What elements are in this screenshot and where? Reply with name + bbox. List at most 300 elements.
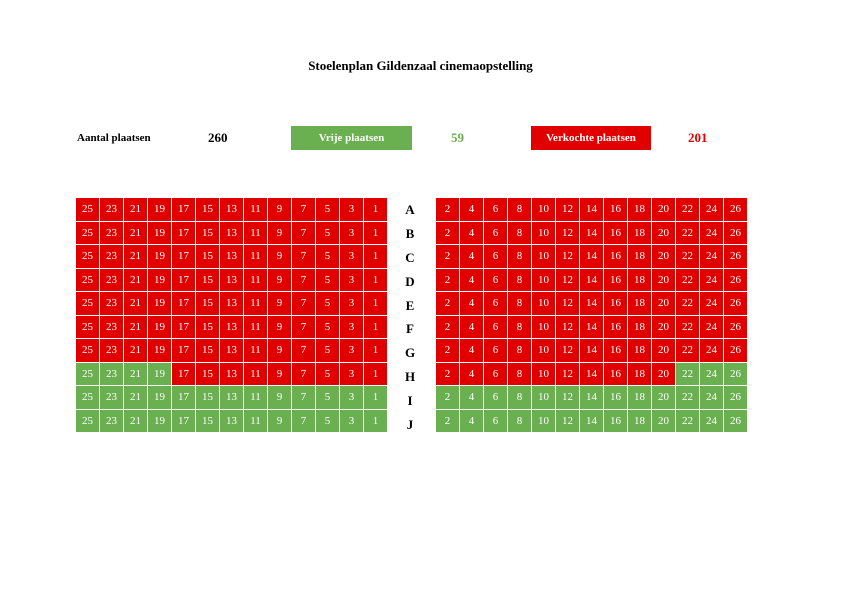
seat-d-2[interactable]: 2 — [436, 268, 460, 292]
seat-a-17[interactable]: 17 — [172, 198, 196, 222]
seat-e-14[interactable]: 14 — [580, 292, 604, 316]
right-seat-row-e — [436, 292, 748, 316]
seat-j-1[interactable]: 1 — [364, 409, 388, 433]
left-seat-row-j — [76, 409, 388, 433]
seat-c-6[interactable]: 6 — [484, 245, 508, 269]
seat-f-12[interactable]: 12 — [556, 315, 580, 339]
seat-g-18[interactable]: 18 — [628, 339, 652, 363]
seat-d-25[interactable]: 25 — [76, 268, 100, 292]
seat-j-25[interactable]: 25 — [76, 409, 100, 433]
seat-j-2[interactable]: 2 — [436, 409, 460, 433]
seat-h-11[interactable]: 11 — [244, 362, 268, 386]
seat-c-11[interactable]: 11 — [244, 245, 268, 269]
free-seats-badge: Vrije plaatsen — [291, 126, 412, 150]
seat-i-4[interactable]: 4 — [460, 386, 484, 410]
seat-g-13[interactable]: 13 — [220, 339, 244, 363]
seat-a-12[interactable]: 12 — [556, 198, 580, 222]
seat-d-1[interactable]: 1 — [364, 268, 388, 292]
seat-b-22[interactable]: 22 — [676, 221, 700, 245]
seat-b-16[interactable]: 16 — [604, 221, 628, 245]
seat-g-5[interactable]: 5 — [316, 339, 340, 363]
seat-d-13[interactable]: 13 — [220, 268, 244, 292]
seat-j-17[interactable]: 17 — [172, 409, 196, 433]
seat-c-14[interactable]: 14 — [580, 245, 604, 269]
seat-h-8[interactable]: 8 — [508, 362, 532, 386]
row-label-b: B — [405, 225, 415, 241]
seat-b-25[interactable]: 25 — [76, 221, 100, 245]
seat-c-12[interactable]: 12 — [556, 245, 580, 269]
row-label-g: G — [404, 345, 416, 361]
seat-a-15[interactable]: 15 — [196, 198, 220, 222]
seat-b-4[interactable]: 4 — [460, 221, 484, 245]
seat-h-23[interactable]: 23 — [100, 362, 124, 386]
seat-g-26[interactable]: 26 — [724, 339, 748, 363]
seat-a-14[interactable]: 14 — [580, 198, 604, 222]
seat-j-24[interactable]: 24 — [700, 409, 724, 433]
seat-d-14[interactable]: 14 — [580, 268, 604, 292]
seat-f-1[interactable]: 1 — [364, 315, 388, 339]
seat-f-2[interactable]: 2 — [436, 315, 460, 339]
sold-seats-badge: Verkochte plaatsen — [531, 126, 651, 150]
seat-a-13[interactable]: 13 — [220, 198, 244, 222]
seat-j-15[interactable]: 15 — [196, 409, 220, 433]
seat-i-16[interactable]: 16 — [604, 386, 628, 410]
seat-j-3[interactable]: 3 — [340, 409, 364, 433]
seat-j-18[interactable]: 18 — [628, 409, 652, 433]
seat-h-4[interactable]: 4 — [460, 362, 484, 386]
left-seat-row-c — [76, 245, 388, 269]
seat-g-19[interactable]: 19 — [148, 339, 172, 363]
seat-d-5[interactable]: 5 — [316, 268, 340, 292]
seat-i-2[interactable]: 2 — [436, 386, 460, 410]
seat-e-10[interactable]: 10 — [532, 292, 556, 316]
seat-a-2[interactable]: 2 — [436, 198, 460, 222]
seat-e-22[interactable]: 22 — [676, 292, 700, 316]
seat-d-17[interactable]: 17 — [172, 268, 196, 292]
seat-f-9[interactable]: 9 — [268, 315, 292, 339]
seat-j-5[interactable]: 5 — [316, 409, 340, 433]
left-seat-row-g — [76, 339, 388, 363]
seat-f-8[interactable]: 8 — [508, 315, 532, 339]
row-label-e: E — [405, 297, 415, 313]
seat-f-6[interactable]: 6 — [484, 315, 508, 339]
seat-h-22[interactable]: 22 — [676, 362, 700, 386]
seat-c-9[interactable]: 9 — [268, 245, 292, 269]
seat-j-22[interactable]: 22 — [676, 409, 700, 433]
seat-h-3[interactable]: 3 — [340, 362, 364, 386]
seat-f-21[interactable]: 21 — [124, 315, 148, 339]
seat-b-7[interactable]: 7 — [292, 221, 316, 245]
seat-b-2[interactable]: 2 — [436, 221, 460, 245]
seat-e-11[interactable]: 11 — [244, 292, 268, 316]
seat-h-13[interactable]: 13 — [220, 362, 244, 386]
seat-j-7[interactable]: 7 — [292, 409, 316, 433]
page-title: Stoelenplan Gildenzaal cinemaopstelling — [308, 58, 533, 73]
seat-j-16[interactable]: 16 — [604, 409, 628, 433]
seat-c-2[interactable]: 2 — [436, 245, 460, 269]
seat-e-17[interactable]: 17 — [172, 292, 196, 316]
seat-f-11[interactable]: 11 — [244, 315, 268, 339]
seat-e-20[interactable]: 20 — [652, 292, 676, 316]
row-label-f: F — [406, 321, 414, 337]
seat-f-3[interactable]: 3 — [340, 315, 364, 339]
seat-e-7[interactable]: 7 — [292, 292, 316, 316]
seat-e-19[interactable]: 19 — [148, 292, 172, 316]
seat-b-21[interactable]: 21 — [124, 221, 148, 245]
seat-b-15[interactable]: 15 — [196, 221, 220, 245]
seat-j-10[interactable]: 10 — [532, 409, 556, 433]
seat-j-13[interactable]: 13 — [220, 409, 244, 433]
seat-d-22[interactable]: 22 — [676, 268, 700, 292]
right-seat-row-a — [436, 198, 748, 222]
seat-d-21[interactable]: 21 — [124, 268, 148, 292]
seat-d-24[interactable]: 24 — [700, 268, 724, 292]
seat-i-12[interactable]: 12 — [556, 386, 580, 410]
left-seat-row-a — [76, 198, 388, 222]
right-seat-row-d — [436, 268, 748, 292]
seat-e-18[interactable]: 18 — [628, 292, 652, 316]
seat-b-20[interactable]: 20 — [652, 221, 676, 245]
seat-h-19[interactable]: 19 — [148, 362, 172, 386]
seat-i-14[interactable]: 14 — [580, 386, 604, 410]
free-seats-value: 59 — [451, 130, 464, 145]
seat-g-6[interactable]: 6 — [484, 339, 508, 363]
seat-j-11[interactable]: 11 — [244, 409, 268, 433]
seat-i-6[interactable]: 6 — [484, 386, 508, 410]
seat-g-21[interactable]: 21 — [124, 339, 148, 363]
seat-c-22[interactable]: 22 — [676, 245, 700, 269]
seat-c-7[interactable]: 7 — [292, 245, 316, 269]
seat-a-11[interactable]: 11 — [244, 198, 268, 222]
seat-i-21[interactable]: 21 — [124, 386, 148, 410]
seat-h-9[interactable]: 9 — [268, 362, 292, 386]
seat-b-23[interactable]: 23 — [100, 221, 124, 245]
total-seats-value: 260 — [208, 130, 228, 145]
seat-g-24[interactable]: 24 — [700, 339, 724, 363]
seat-b-3[interactable]: 3 — [340, 221, 364, 245]
seat-c-21[interactable]: 21 — [124, 245, 148, 269]
seat-b-26[interactable]: 26 — [724, 221, 748, 245]
seat-b-12[interactable]: 12 — [556, 221, 580, 245]
seat-e-2[interactable]: 2 — [436, 292, 460, 316]
row-label-j: J — [406, 417, 414, 433]
seat-a-26[interactable]: 26 — [724, 198, 748, 222]
row-label-i: I — [407, 393, 413, 409]
seat-j-20[interactable]: 20 — [652, 409, 676, 433]
seat-j-4[interactable]: 4 — [460, 409, 484, 433]
seat-a-21[interactable]: 21 — [124, 198, 148, 222]
seat-a-10[interactable]: 10 — [532, 198, 556, 222]
right-seat-row-g — [436, 339, 748, 363]
left-seat-row-b — [76, 221, 388, 245]
seat-a-8[interactable]: 8 — [508, 198, 532, 222]
seat-g-25[interactable]: 25 — [76, 339, 100, 363]
seat-f-23[interactable]: 23 — [100, 315, 124, 339]
seat-f-26[interactable]: 26 — [724, 315, 748, 339]
seat-e-8[interactable]: 8 — [508, 292, 532, 316]
seat-j-8[interactable]: 8 — [508, 409, 532, 433]
seat-f-18[interactable]: 18 — [628, 315, 652, 339]
seat-c-15[interactable]: 15 — [196, 245, 220, 269]
seat-i-23[interactable]: 23 — [100, 386, 124, 410]
seat-b-1[interactable]: 1 — [364, 221, 388, 245]
seat-g-12[interactable]: 12 — [556, 339, 580, 363]
seat-a-6[interactable]: 6 — [484, 198, 508, 222]
seat-h-26[interactable]: 26 — [724, 362, 748, 386]
seat-c-4[interactable]: 4 — [460, 245, 484, 269]
seat-c-19[interactable]: 19 — [148, 245, 172, 269]
seat-h-24[interactable]: 24 — [700, 362, 724, 386]
seat-c-16[interactable]: 16 — [604, 245, 628, 269]
right-seat-row-j — [436, 409, 748, 433]
seat-a-25[interactable]: 25 — [76, 198, 100, 222]
right-seat-row-f — [436, 315, 748, 339]
seat-i-11[interactable]: 11 — [244, 386, 268, 410]
seat-c-3[interactable]: 3 — [340, 245, 364, 269]
seat-j-19[interactable]: 19 — [148, 409, 172, 433]
seat-g-8[interactable]: 8 — [508, 339, 532, 363]
left-seat-row-e — [76, 292, 388, 316]
seat-j-26[interactable]: 26 — [724, 409, 748, 433]
seat-c-17[interactable]: 17 — [172, 245, 196, 269]
seat-i-24[interactable]: 24 — [700, 386, 724, 410]
seat-h-17[interactable]: 17 — [172, 362, 196, 386]
seat-e-21[interactable]: 21 — [124, 292, 148, 316]
seat-b-18[interactable]: 18 — [628, 221, 652, 245]
seat-a-7[interactable]: 7 — [292, 198, 316, 222]
seat-i-10[interactable]: 10 — [532, 386, 556, 410]
seat-d-26[interactable]: 26 — [724, 268, 748, 292]
right-seat-block — [435, 197, 748, 433]
seat-e-9[interactable]: 9 — [268, 292, 292, 316]
seat-c-1[interactable]: 1 — [364, 245, 388, 269]
seat-g-2[interactable]: 2 — [436, 339, 460, 363]
seat-c-10[interactable]: 10 — [532, 245, 556, 269]
seat-g-15[interactable]: 15 — [196, 339, 220, 363]
seat-j-21[interactable]: 21 — [124, 409, 148, 433]
seat-c-8[interactable]: 8 — [508, 245, 532, 269]
seat-d-10[interactable]: 10 — [532, 268, 556, 292]
seat-g-17[interactable]: 17 — [172, 339, 196, 363]
seat-d-9[interactable]: 9 — [268, 268, 292, 292]
seat-a-20[interactable]: 20 — [652, 198, 676, 222]
seat-e-13[interactable]: 13 — [220, 292, 244, 316]
seat-g-9[interactable]: 9 — [268, 339, 292, 363]
seat-i-22[interactable]: 22 — [676, 386, 700, 410]
seat-c-18[interactable]: 18 — [628, 245, 652, 269]
seat-d-8[interactable]: 8 — [508, 268, 532, 292]
seat-i-8[interactable]: 8 — [508, 386, 532, 410]
seat-i-19[interactable]: 19 — [148, 386, 172, 410]
seat-c-13[interactable]: 13 — [220, 245, 244, 269]
seat-g-7[interactable]: 7 — [292, 339, 316, 363]
seat-g-11[interactable]: 11 — [244, 339, 268, 363]
left-seat-row-f — [76, 315, 388, 339]
seat-a-23[interactable]: 23 — [100, 198, 124, 222]
seat-d-18[interactable]: 18 — [628, 268, 652, 292]
row-label-h: H — [404, 369, 416, 385]
seat-b-6[interactable]: 6 — [484, 221, 508, 245]
seat-a-3[interactable]: 3 — [340, 198, 364, 222]
seat-f-7[interactable]: 7 — [292, 315, 316, 339]
seat-h-21[interactable]: 21 — [124, 362, 148, 386]
seat-a-9[interactable]: 9 — [268, 198, 292, 222]
seat-h-6[interactable]: 6 — [484, 362, 508, 386]
seat-i-26[interactable]: 26 — [724, 386, 748, 410]
seat-h-7[interactable]: 7 — [292, 362, 316, 386]
seat-a-4[interactable]: 4 — [460, 198, 484, 222]
seat-i-1[interactable]: 1 — [364, 386, 388, 410]
seat-h-2[interactable]: 2 — [436, 362, 460, 386]
seat-b-19[interactable]: 19 — [148, 221, 172, 245]
right-seat-row-c — [436, 245, 748, 269]
seat-e-16[interactable]: 16 — [604, 292, 628, 316]
seat-d-7[interactable]: 7 — [292, 268, 316, 292]
right-seat-row-b — [436, 221, 748, 245]
seat-f-10[interactable]: 10 — [532, 315, 556, 339]
left-seat-row-i — [76, 386, 388, 410]
total-seats-label: Aantal plaatsen — [77, 132, 151, 144]
seat-d-15[interactable]: 15 — [196, 268, 220, 292]
seat-h-25[interactable]: 25 — [76, 362, 100, 386]
seat-a-1[interactable]: 1 — [364, 198, 388, 222]
seat-c-26[interactable]: 26 — [724, 245, 748, 269]
seat-g-1[interactable]: 1 — [364, 339, 388, 363]
seat-f-24[interactable]: 24 — [700, 315, 724, 339]
seat-g-14[interactable]: 14 — [580, 339, 604, 363]
seat-g-20[interactable]: 20 — [652, 339, 676, 363]
row-label-c: C — [405, 249, 415, 265]
seat-b-9[interactable]: 9 — [268, 221, 292, 245]
seat-h-14[interactable]: 14 — [580, 362, 604, 386]
seat-b-13[interactable]: 13 — [220, 221, 244, 245]
seat-i-13[interactable]: 13 — [220, 386, 244, 410]
seat-h-20[interactable]: 20 — [652, 362, 676, 386]
seat-b-14[interactable]: 14 — [580, 221, 604, 245]
seat-j-9[interactable]: 9 — [268, 409, 292, 433]
seat-i-20[interactable]: 20 — [652, 386, 676, 410]
seat-b-24[interactable]: 24 — [700, 221, 724, 245]
row-label-a: A — [405, 202, 415, 217]
seat-e-26[interactable]: 26 — [724, 292, 748, 316]
left-seat-block — [75, 197, 388, 433]
seat-h-5[interactable]: 5 — [316, 362, 340, 386]
seat-g-10[interactable]: 10 — [532, 339, 556, 363]
seat-a-5[interactable]: 5 — [316, 198, 340, 222]
seat-j-23[interactable]: 23 — [100, 409, 124, 433]
seat-j-14[interactable]: 14 — [580, 409, 604, 433]
seat-f-13[interactable]: 13 — [220, 315, 244, 339]
seat-d-3[interactable]: 3 — [340, 268, 364, 292]
right-seat-row-i — [436, 386, 748, 410]
seat-f-20[interactable]: 20 — [652, 315, 676, 339]
seat-c-24[interactable]: 24 — [700, 245, 724, 269]
seat-i-17[interactable]: 17 — [172, 386, 196, 410]
left-seat-row-h — [76, 362, 388, 386]
seat-g-4[interactable]: 4 — [460, 339, 484, 363]
seat-j-12[interactable]: 12 — [556, 409, 580, 433]
seat-f-25[interactable]: 25 — [76, 315, 100, 339]
seat-i-7[interactable]: 7 — [292, 386, 316, 410]
seat-c-23[interactable]: 23 — [100, 245, 124, 269]
row-letters — [398, 198, 422, 437]
seat-a-18[interactable]: 18 — [628, 198, 652, 222]
seat-d-16[interactable]: 16 — [604, 268, 628, 292]
seat-d-6[interactable]: 6 — [484, 268, 508, 292]
seat-g-22[interactable]: 22 — [676, 339, 700, 363]
seat-d-4[interactable]: 4 — [460, 268, 484, 292]
seat-f-16[interactable]: 16 — [604, 315, 628, 339]
seat-i-15[interactable]: 15 — [196, 386, 220, 410]
seat-e-5[interactable]: 5 — [316, 292, 340, 316]
seat-h-10[interactable]: 10 — [532, 362, 556, 386]
seat-h-15[interactable]: 15 — [196, 362, 220, 386]
seat-b-8[interactable]: 8 — [508, 221, 532, 245]
row-label-d: D — [405, 273, 415, 289]
seat-h-12[interactable]: 12 — [556, 362, 580, 386]
left-seat-row-d — [76, 268, 388, 292]
seat-f-14[interactable]: 14 — [580, 315, 604, 339]
seat-e-25[interactable]: 25 — [76, 292, 100, 316]
seat-f-22[interactable]: 22 — [676, 315, 700, 339]
seat-i-5[interactable]: 5 — [316, 386, 340, 410]
seat-e-4[interactable]: 4 — [460, 292, 484, 316]
seat-g-3[interactable]: 3 — [340, 339, 364, 363]
seat-e-15[interactable]: 15 — [196, 292, 220, 316]
seat-f-19[interactable]: 19 — [148, 315, 172, 339]
seat-d-11[interactable]: 11 — [244, 268, 268, 292]
seat-e-3[interactable]: 3 — [340, 292, 364, 316]
seat-g-23[interactable]: 23 — [100, 339, 124, 363]
seat-b-11[interactable]: 11 — [244, 221, 268, 245]
seat-c-20[interactable]: 20 — [652, 245, 676, 269]
seat-e-1[interactable]: 1 — [364, 292, 388, 316]
seat-a-22[interactable]: 22 — [676, 198, 700, 222]
seat-f-4[interactable]: 4 — [460, 315, 484, 339]
seat-d-19[interactable]: 19 — [148, 268, 172, 292]
seat-h-1[interactable]: 1 — [364, 362, 388, 386]
seat-c-5[interactable]: 5 — [316, 245, 340, 269]
seat-i-18[interactable]: 18 — [628, 386, 652, 410]
seat-i-3[interactable]: 3 — [340, 386, 364, 410]
seat-h-18[interactable]: 18 — [628, 362, 652, 386]
seat-f-15[interactable]: 15 — [196, 315, 220, 339]
seat-h-16[interactable]: 16 — [604, 362, 628, 386]
seat-j-6[interactable]: 6 — [484, 409, 508, 433]
seat-i-25[interactable]: 25 — [76, 386, 100, 410]
seat-d-20[interactable]: 20 — [652, 268, 676, 292]
seat-a-24[interactable]: 24 — [700, 198, 724, 222]
seat-b-5[interactable]: 5 — [316, 221, 340, 245]
seat-d-12[interactable]: 12 — [556, 268, 580, 292]
seat-b-10[interactable]: 10 — [532, 221, 556, 245]
seat-e-6[interactable]: 6 — [484, 292, 508, 316]
seat-f-5[interactable]: 5 — [316, 315, 340, 339]
seat-i-9[interactable]: 9 — [268, 386, 292, 410]
seat-d-23[interactable]: 23 — [100, 268, 124, 292]
seat-e-12[interactable]: 12 — [556, 292, 580, 316]
seat-g-16[interactable]: 16 — [604, 339, 628, 363]
seat-e-23[interactable]: 23 — [100, 292, 124, 316]
right-seat-row-h — [436, 362, 748, 386]
seat-f-17[interactable]: 17 — [172, 315, 196, 339]
seat-c-25[interactable]: 25 — [76, 245, 100, 269]
seat-b-17[interactable]: 17 — [172, 221, 196, 245]
sold-seats-value: 201 — [688, 130, 708, 145]
seat-e-24[interactable]: 24 — [700, 292, 724, 316]
seat-a-19[interactable]: 19 — [148, 198, 172, 222]
seat-a-16[interactable]: 16 — [604, 198, 628, 222]
